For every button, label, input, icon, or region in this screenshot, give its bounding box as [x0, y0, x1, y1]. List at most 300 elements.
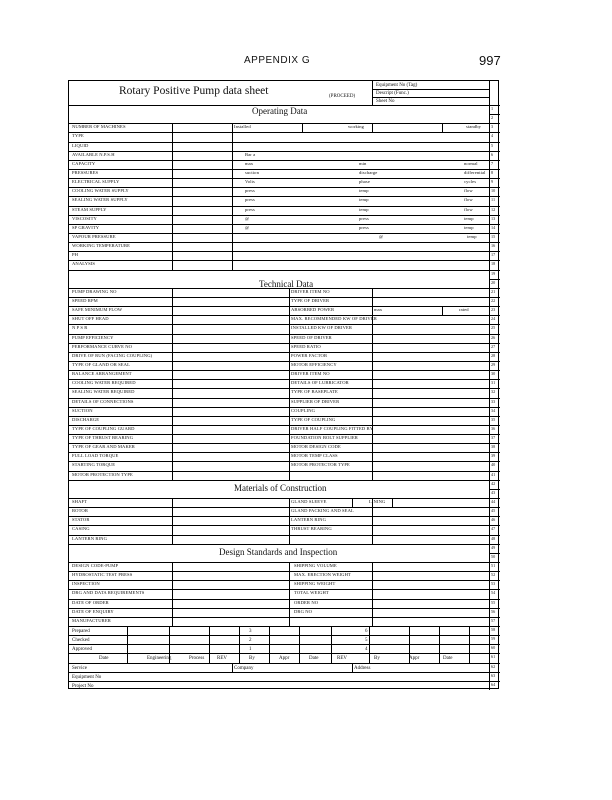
line-number: 44: [491, 499, 496, 505]
line-number: 7: [491, 160, 494, 166]
technical-right-label: MOTOR PROTECTOR TYPE: [291, 462, 350, 468]
operating-field-label: CAPACITY: [72, 160, 96, 166]
revision-left-rev: 1: [249, 647, 252, 653]
line-number: 61: [491, 654, 496, 660]
revision-header: By: [374, 656, 380, 662]
technical-left-label: SUCTION: [72, 407, 93, 413]
line-number: 64: [491, 681, 496, 687]
operating-col-b: temp: [359, 197, 369, 203]
grid-line: [372, 288, 373, 480]
line-number: 39: [491, 453, 496, 459]
technical-left-label: DRIVE OF RUN (FACING COUPLING): [72, 352, 153, 358]
grid-line: [352, 663, 353, 672]
technical-right-label: MAX. RECOMMENDED KW OF DRIVER: [291, 316, 377, 322]
descript-label: Descript (Func.): [376, 91, 409, 96]
revision-header: Date: [443, 656, 453, 662]
operating-field-label: TYPE: [72, 133, 84, 139]
grid-line: [289, 562, 290, 626]
line-number: 5: [491, 142, 494, 148]
grid-line: [369, 626, 370, 663]
design-left-label: INSPECTION: [72, 581, 100, 587]
technical-left-label: FULL LOAD TORQUE: [72, 453, 119, 459]
technical-left-label: DETAILS OF CONNECTIONS: [72, 398, 134, 404]
line-number: 45: [491, 508, 496, 514]
operating-col-a: press: [245, 197, 255, 203]
grid-line: [172, 498, 173, 544]
grid-line: [69, 544, 489, 545]
line-number: 56: [491, 608, 496, 614]
design-left-label: DESIGN CODE-PUMP: [72, 563, 119, 569]
line-number: 25: [491, 325, 496, 331]
revision-right-rev: 5: [365, 638, 368, 644]
table-row: [69, 260, 489, 261]
design-right-label: TOTAL WEIGHT: [294, 590, 329, 596]
table-row: [69, 398, 489, 399]
materials-right-label: THRUST BEARING: [291, 526, 332, 532]
revision-right-rev: 4: [365, 647, 368, 653]
grid-line: [372, 498, 373, 544]
vapour-temp: temp: [467, 233, 477, 239]
line-number: 31: [491, 380, 496, 386]
line-number: 62: [491, 663, 496, 669]
line-number: 52: [491, 572, 496, 578]
line-number: 10: [491, 188, 496, 194]
technical-right-label: TYPE OF COUPLING: [291, 416, 336, 422]
technical-right-label: ABSORBED POWER: [291, 307, 335, 313]
operating-field-label: VISCOSITY: [72, 215, 97, 221]
grid-line: [372, 123, 373, 132]
operating-field-label: ELECTRICAL SUPPLY: [72, 179, 120, 185]
lining-label: LINING: [369, 499, 386, 505]
line-number: 58: [491, 627, 496, 633]
line-number: 28: [491, 352, 496, 358]
table-row: [69, 251, 489, 252]
materials-left-label: SHAFT: [72, 499, 88, 505]
section-materials-title: Materials of Construction: [234, 482, 327, 493]
grid-line: [232, 123, 233, 269]
grid-line: [439, 626, 440, 663]
rated-label: rated: [459, 307, 469, 313]
table-row: [69, 562, 489, 563]
table-row: [69, 525, 489, 526]
grid-line: [127, 626, 128, 663]
line-number: 9: [491, 179, 494, 185]
table-row: [69, 151, 489, 152]
table-row: [69, 361, 489, 362]
grid-line: [289, 498, 290, 544]
technical-right-label: TYPE OF DRIVER: [291, 297, 330, 303]
table-row: [69, 416, 489, 417]
table-row: [69, 233, 489, 234]
revision-header: REV: [217, 656, 227, 662]
design-left-label: MANUFACTURER: [72, 617, 111, 623]
grid-line: [302, 123, 303, 132]
line-number: 11: [491, 197, 496, 203]
revision-row-label: Approved: [72, 647, 92, 653]
design-left-label: DATE OF ORDER: [72, 599, 109, 605]
design-right-label: SHIPPING WEIGHT: [294, 581, 336, 587]
operating-col-c: cycles: [464, 179, 477, 185]
operating-field-label: SP GRAVITY: [72, 224, 100, 230]
operating-field-label: SEALING WATER SUPPLY: [72, 197, 128, 203]
proceed-label: (PROCEED): [329, 94, 356, 99]
operating-col-a: @: [245, 215, 250, 221]
line-number: 33: [491, 398, 496, 404]
table-row: [69, 516, 489, 517]
table-row: [69, 132, 489, 133]
table-row: [69, 599, 489, 600]
sheet-no-label: Sheet No: [376, 99, 395, 104]
technical-left-label: TYPE OF GLAND OR SEAL: [72, 361, 130, 367]
operating-col-c: differential: [464, 169, 486, 175]
grid-line: [289, 288, 290, 480]
line-number: 42: [491, 480, 496, 486]
grid-line: [69, 672, 489, 673]
operating-field-label: LIQUID: [72, 142, 89, 148]
max-label: max: [374, 307, 383, 313]
line-number: 59: [491, 636, 496, 642]
technical-left-label: BALANCE ARRANGEMENT: [72, 371, 132, 377]
page-header: [0, 55, 612, 71]
grid-line: [239, 626, 240, 663]
technical-left-label: TYPE OF GEAR AND MAKER: [72, 444, 135, 450]
technical-right-label: MOTOR DESIGN CODE: [291, 444, 341, 450]
operating-col-c: flow: [464, 188, 473, 194]
materials-left-label: ROTOR: [72, 508, 88, 514]
grid-line: [69, 663, 489, 664]
technical-right-label: MOTOR TEMP CLASS: [291, 453, 338, 459]
operating-col-c: flow: [464, 197, 473, 203]
operating-col-b: min: [359, 160, 367, 166]
grid-line: [69, 681, 489, 682]
revision-header: REV: [337, 656, 347, 662]
line-number: 32: [491, 389, 496, 395]
operating-col-a: max: [245, 160, 254, 166]
materials-right-label: GLAND SLEEVE: [291, 499, 327, 505]
data-sheet-form: [68, 80, 499, 689]
operating-col-c: flow: [464, 206, 473, 212]
grid-line: [372, 89, 489, 90]
technical-left-label: PERFORMANCE CURVE NO: [72, 343, 133, 349]
operating-col-c: temp: [464, 215, 474, 221]
technical-left-label: SHUT OFF HEAD: [72, 316, 109, 322]
grid-line: [69, 635, 489, 636]
line-number: 40: [491, 462, 496, 468]
grid-line: [469, 626, 470, 663]
operating-field-label: PH: [72, 252, 79, 258]
grid-line: [169, 626, 170, 663]
operating-field-label: ANALYSIS: [72, 261, 96, 267]
revision-header: Appr: [279, 656, 290, 662]
line-number: 51: [491, 563, 496, 569]
line-number: 22: [491, 297, 496, 303]
technical-left-label: PUMP EFFICIENCY: [72, 334, 114, 340]
table-row: [69, 160, 489, 161]
service-label: Service: [72, 665, 87, 671]
operating-field-label: AVAILABLE N.P.S.H: [72, 151, 115, 157]
operating-col-a: suction: [245, 169, 259, 175]
design-left-label: HYDROSTATIC TEST PRESS: [72, 572, 133, 578]
table-row: [69, 178, 489, 179]
operating-col-a: press: [245, 188, 255, 194]
line-number: 21: [491, 288, 496, 294]
line-number: 34: [491, 407, 496, 413]
line-number: 13: [491, 215, 496, 221]
revision-header: Appr: [409, 656, 420, 662]
line-number: 27: [491, 343, 496, 349]
line-number: 41: [491, 471, 496, 477]
company-label: Company: [234, 665, 254, 671]
technical-right-label: FOUNDATION BOLT SUPPLIER: [291, 435, 358, 441]
materials-right-label: LANTERN RING: [291, 517, 327, 523]
technical-right-label: SPEED OF DRIVER: [291, 334, 332, 340]
technical-right-label: DRIVER HALF COUPLING FITTED BY: [291, 425, 374, 431]
table-row: [69, 580, 489, 581]
design-left-label: DRG AND DATA REQUIREMENTS: [72, 590, 145, 596]
table-row: [69, 535, 489, 536]
technical-left-label: TYPE OF COUPLING GUARD: [72, 425, 135, 431]
grid-line: [172, 123, 173, 269]
table-row: [69, 452, 489, 453]
line-number: 57: [491, 617, 496, 623]
page-number: 997: [479, 53, 501, 68]
line-number: 14: [491, 224, 496, 230]
table-row: [69, 206, 489, 207]
line-number: 1: [491, 106, 494, 111]
revision-header: Date: [309, 656, 319, 662]
line-number: 19: [491, 270, 496, 276]
table-row: [69, 242, 489, 243]
table-row: [69, 343, 489, 344]
title-block-divider: [372, 81, 373, 105]
line-number: 53: [491, 581, 496, 587]
grid-line: [372, 97, 489, 98]
grid-line: [352, 498, 353, 507]
line-number: 26: [491, 334, 496, 340]
materials-right-label: GLAND PACKING AND SEAL: [291, 508, 354, 514]
revision-row-label: Prepared: [72, 629, 90, 635]
technical-right-label: DRIVER ITEM NO: [291, 288, 330, 294]
table-row: [69, 461, 489, 462]
line-number: 2: [491, 115, 494, 121]
grid-line: [69, 480, 489, 481]
technical-left-label: TYPE OF THRUST BEARING: [72, 435, 134, 441]
equipment-no-label: Equipment No (Tag): [376, 83, 418, 88]
line-number: 29: [491, 361, 496, 367]
line-number: 4: [491, 133, 494, 139]
table-row: [69, 608, 489, 609]
operating-field-label: STEAM SUPPLY: [72, 206, 107, 212]
line-number: 12: [491, 206, 496, 212]
table-row: [69, 196, 489, 197]
operating-col-b: press: [359, 215, 369, 221]
operating-col-b: temp: [359, 188, 369, 194]
table-row: [69, 187, 489, 188]
table-row: [69, 142, 489, 143]
technical-left-label: STARTING TORQUE: [72, 462, 116, 468]
revision-header: Date: [99, 656, 109, 662]
operating-col-b: temp: [359, 206, 369, 212]
line-number: 30: [491, 371, 496, 377]
table-row: [69, 169, 489, 170]
table-row: [69, 498, 489, 499]
technical-right-label: DETAILS OF LUBRICATOR: [291, 380, 349, 386]
grid-line: [299, 626, 300, 663]
line-number: 54: [491, 590, 496, 596]
technical-right-label: POWER FACTOR: [291, 352, 328, 358]
appendix-label: APPENDIX G: [244, 55, 311, 66]
table-row: [69, 123, 489, 124]
table-row: [69, 215, 489, 216]
grid-line: [372, 562, 373, 626]
line-number: 23: [491, 307, 496, 313]
operating-field-label: PRESSURES: [72, 169, 99, 175]
revision-row-label: Checked: [72, 638, 90, 644]
working-label: working: [348, 124, 365, 130]
grid-line: [442, 123, 443, 132]
design-right-label: DRG NO: [294, 608, 313, 614]
line-number: 24: [491, 316, 496, 322]
operating-field-label: COOLING WATER SUPPLY: [72, 188, 129, 194]
grid-line: [372, 306, 373, 315]
grid-line: [232, 663, 233, 672]
materials-left-label: LANTERN RING: [72, 535, 108, 541]
technical-left-label: DISCHARGE: [72, 416, 100, 422]
grid-line: [331, 626, 332, 663]
grid-line: [172, 562, 173, 626]
line-number: 37: [491, 435, 496, 441]
line-number: 55: [491, 599, 496, 605]
operating-field-label: NUMBER OF MACHINES: [72, 124, 126, 130]
materials-left-label: STATOR: [72, 517, 90, 523]
line-number: 60: [491, 645, 496, 651]
design-right-label: SHIPPING VOLUME: [294, 563, 337, 569]
line-number: 3: [491, 124, 494, 130]
operating-field-label: VAPOUR PRESSURE: [72, 233, 116, 239]
line-number: 47: [491, 526, 496, 532]
line-number: 18: [491, 261, 496, 267]
line-number-divider: [489, 398, 500, 399]
technical-left-label: MOTOR PROTECTION TYPE: [72, 471, 133, 477]
address-label: Address: [354, 665, 371, 671]
grid-line: [69, 653, 489, 654]
equipment-no-footer: Equipment No: [72, 674, 102, 680]
line-number: 36: [491, 425, 496, 431]
line-number: 43: [491, 489, 496, 495]
installed-label: Installed: [234, 124, 251, 130]
standby-label: standby: [466, 124, 481, 130]
line-number: 50: [491, 553, 496, 559]
table-row: [69, 617, 489, 618]
table-row: [69, 315, 489, 316]
table-row: [69, 306, 489, 307]
line-number: 63: [491, 672, 496, 678]
grid-line: [442, 306, 443, 315]
line-number: 16: [491, 243, 496, 249]
line-number: 6: [491, 151, 494, 157]
operating-col-b: discharge: [359, 169, 378, 175]
operating-col-c: temp: [464, 224, 474, 230]
grid-line: [69, 626, 489, 627]
revision-left-rev: 2: [249, 638, 252, 644]
grid-line: [392, 498, 393, 507]
technical-right-label: MOTOR EFFICIENCY: [291, 361, 337, 367]
design-left-label: DATE OF ENQUIRY: [72, 608, 114, 614]
revision-right-rev: 6: [365, 629, 368, 635]
table-row: [69, 324, 489, 325]
line-number: 49: [491, 544, 496, 550]
bar-a-label: Bar a: [245, 151, 256, 157]
technical-left-label: PUMP DRAWING NO: [72, 288, 117, 294]
table-row: [69, 297, 489, 298]
operating-col-c: normal: [464, 160, 478, 166]
table-row: [69, 288, 489, 289]
operating-col-a: press: [245, 206, 255, 212]
revision-header: Engineering: [147, 656, 172, 662]
vapour-at: @: [379, 233, 384, 239]
grid-line: [269, 626, 270, 663]
revision-left-rev: 3: [249, 629, 252, 635]
line-number: 48: [491, 535, 496, 541]
operating-field-label: WORKING TEMPERATURE: [72, 243, 131, 249]
table-row: [69, 507, 489, 508]
table-row: [69, 224, 489, 225]
section-operating-title: Operating Data: [252, 106, 308, 116]
line-number: 8: [491, 169, 494, 175]
technical-left-label: COOLING WATER REQUIRED: [72, 380, 136, 386]
design-right-label: MAX. ERECTION WEIGHT: [294, 572, 351, 578]
technical-right-label: DRIVER ITEM NO: [291, 371, 330, 377]
materials-left-label: CASING: [72, 526, 90, 532]
line-number: 46: [491, 517, 496, 523]
table-row: [69, 370, 489, 371]
sheet-title: Rotary Positive Pump data sheet: [119, 85, 269, 97]
design-right-label: ORDER NO: [294, 599, 319, 605]
grid-line: [209, 626, 210, 663]
section-technical-title: Technical Data: [259, 278, 314, 289]
grid-line: [69, 644, 489, 645]
table-row: [69, 334, 489, 335]
technical-right-label: SUPPLIER OF DRIVER: [291, 398, 340, 404]
line-number: 35: [491, 416, 496, 422]
operating-col-b: press: [359, 224, 369, 230]
grid-line: [172, 288, 173, 480]
line-number: 38: [491, 444, 496, 450]
technical-left-label: SAFE MINIMUM FLOW: [72, 307, 123, 313]
technical-left-label: N P S R: [72, 325, 88, 331]
grid-line: [69, 270, 489, 271]
line-number: 17: [491, 252, 496, 258]
revision-header: By: [249, 656, 255, 662]
table-row: [69, 571, 489, 572]
technical-left-label: SPEED RPM: [72, 297, 98, 303]
operating-col-b: phase: [359, 179, 370, 185]
line-number: 20: [491, 279, 496, 285]
technical-right-label: TYPE OF BASEPLATE: [291, 389, 338, 395]
grid-line: [409, 626, 410, 663]
project-no-footer: Project No: [72, 683, 94, 689]
line-number: 15: [491, 233, 496, 239]
technical-right-label: SPEED RATIO: [291, 343, 321, 349]
revision-header: Process: [189, 656, 205, 662]
technical-right-label: INSTALLED KW OF DRIVER: [291, 325, 353, 331]
operating-col-a: @: [245, 224, 250, 230]
section-design-title: Design Standards and Inspection: [219, 546, 338, 557]
technical-left-label: SEALING WATER REQUIRED: [72, 389, 135, 395]
operating-col-a: Volts: [245, 179, 255, 185]
table-row: [69, 407, 489, 408]
technical-right-label: COUPLING: [291, 407, 316, 413]
